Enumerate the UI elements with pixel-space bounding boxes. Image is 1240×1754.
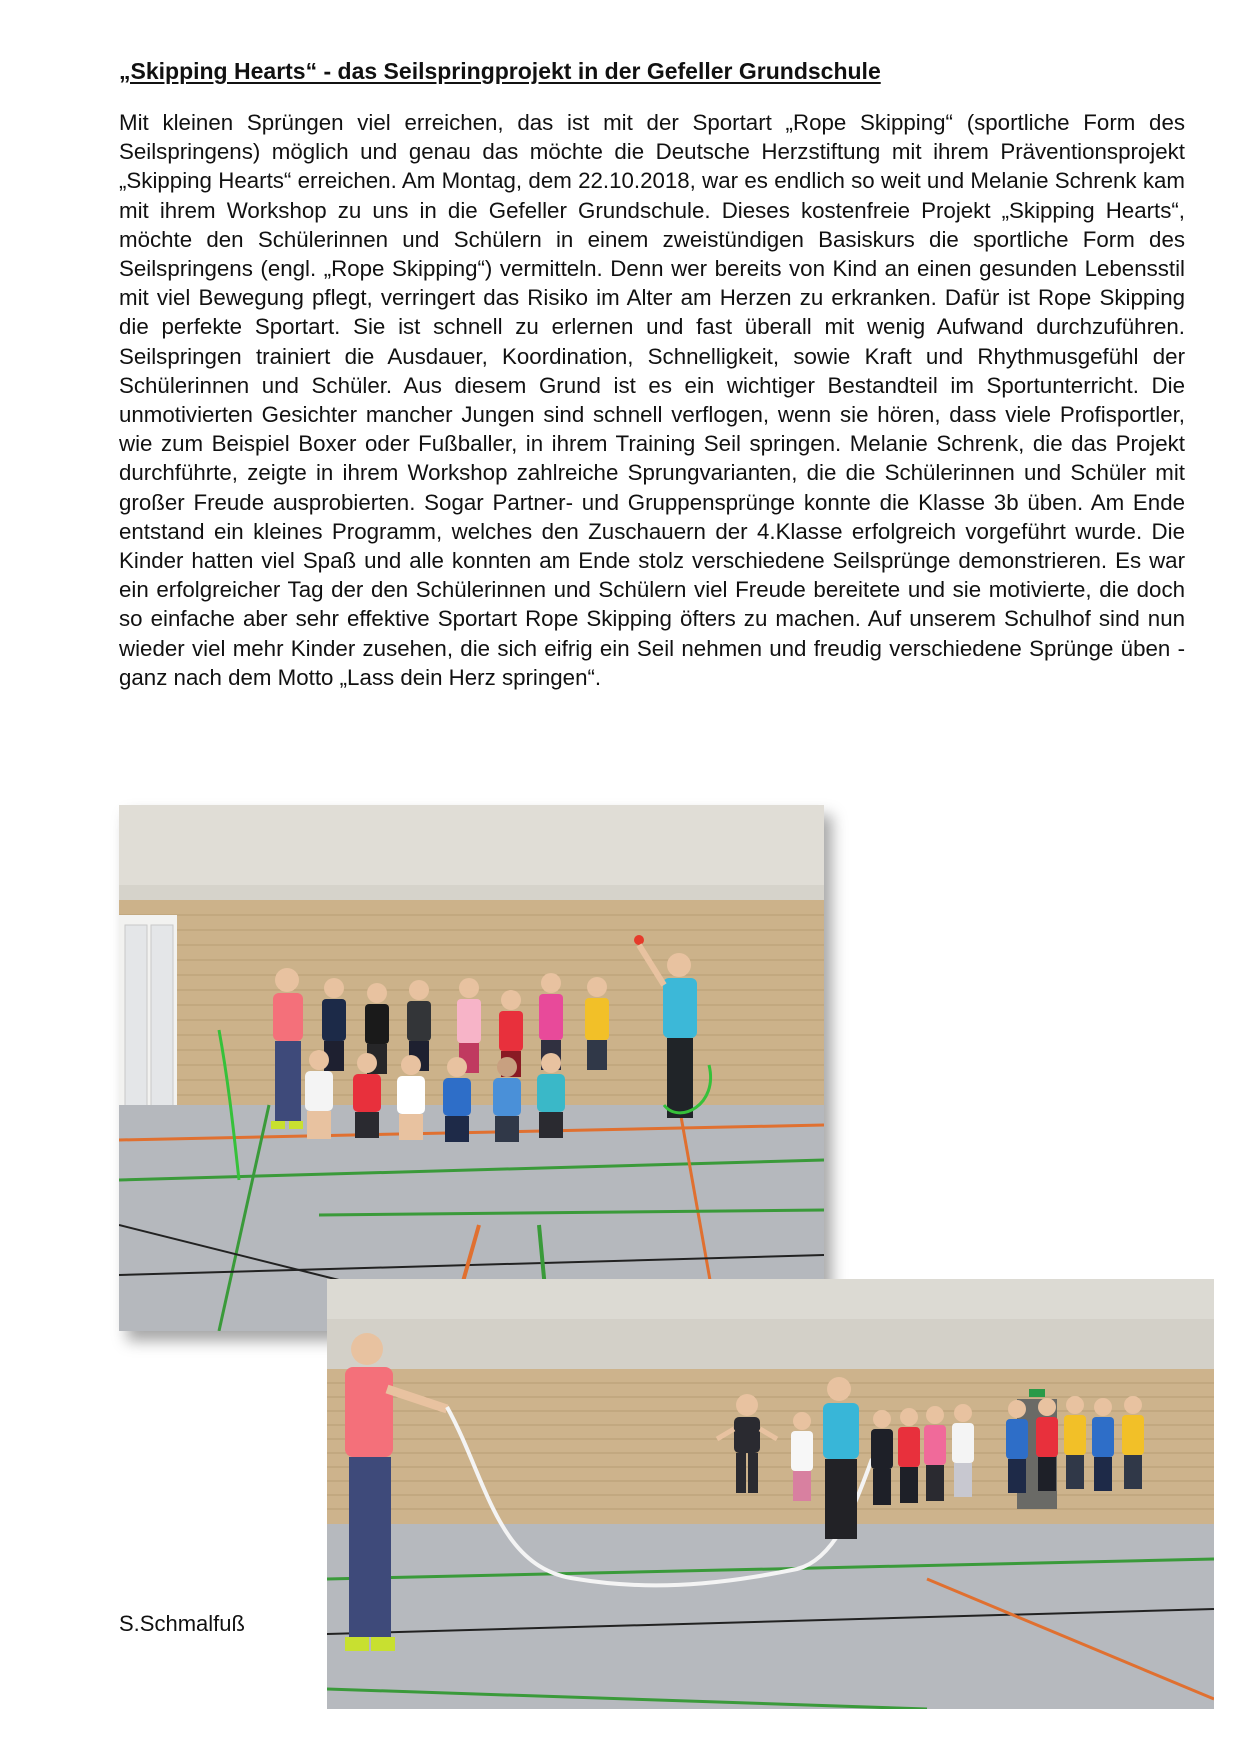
article-paragraph: Mit kleinen Sprüngen viel erreichen, das ist mit der Sportart „Rope Skipping“ (sportliche Form des Seilspringens) möglich und genau das möchte die Deutsche Herzstiftung mit ihrem Präventionsprojekt „Skipping Hearts“ erreichen. Am Montag, dem 22.10.2018, war es endlich so weit und Melanie Schrenk kam mit ihrem Workshop zu uns in die Gefeller Grundschule. Dieses kostenfreie Projekt „Skipping Hearts“, möchte den Schülerinnen und Schülern in einem zweistündigen Basiskurs die sportliche Form des Seilspringens (engl. „Rope Skipping“) vermitteln. Denn wer bereits von Kind an einen gesunden Lebensstil mit viel Bewegung pflegt, verringert das Risiko im Alter am Herzen zu erkranken. Dafür ist Rope Skipping die perfekte Sportart. Sie ist schnell zu erlernen und fast überall mit wenig Aufwand durchzuführen. Seilspringen trainiert die Ausdauer, Koordination, Schnelligkeit, sowie Kraft und Rhythmusgefühl der Schülerinnen und Schüler. Aus diesem Grund ist es ein wichtiger Bestandteil im Sportunterricht. Die unmotivierten Gesichter mancher Jungen sind schnell verflogen, wenn sie hören, dass viele Profisportler, wie zum Beispiel Boxer oder Fußballer, in ihrem Training Seil springen. Melanie Schrenk, die das Projekt durchführte, zeigte in ihrem Workshop zahlreiche Sprungvarianten, die die Schülerinnen und Schüler mit großer Freude ausprobierten. Sogar Partner- und Gruppensprünge konnte die Klasse 3b üben. Am Ende entstand ein kleines Programm, welches den Zuschauern der 4.Klasse erfolgreich vorgeführt wurde. Die Kinder hatten viel Spaß und alle konnten am Ende stolz verschiedene Seilsprünge demonstrieren. Es war ein erfolgreicher Tag der den Schülerinnen und Schülern viel Freude bereitete und sie motivierte, die doch so einfache aber sehr effektive Sportart Rope Skipping öfters zu machen. Auf unserem Schulhof sind nun wieder viel mehr Kinder zusehen, die sich eifrig ein Seil nehmen und freudig verschiedene Sprünge üben - ganz nach dem Motto „Lass dein Herz springen“. (119, 110, 1185, 690)
article-title: „Skipping Hearts“ - das Seilspringprojekt in der Gefeller Grundschule (119, 58, 881, 84)
author-signature: S.Schmalfuß (119, 1611, 245, 1636)
rope-jumping-photo (327, 1279, 1214, 1709)
article-body (119, 108, 1185, 692)
group-photo (119, 805, 824, 1331)
